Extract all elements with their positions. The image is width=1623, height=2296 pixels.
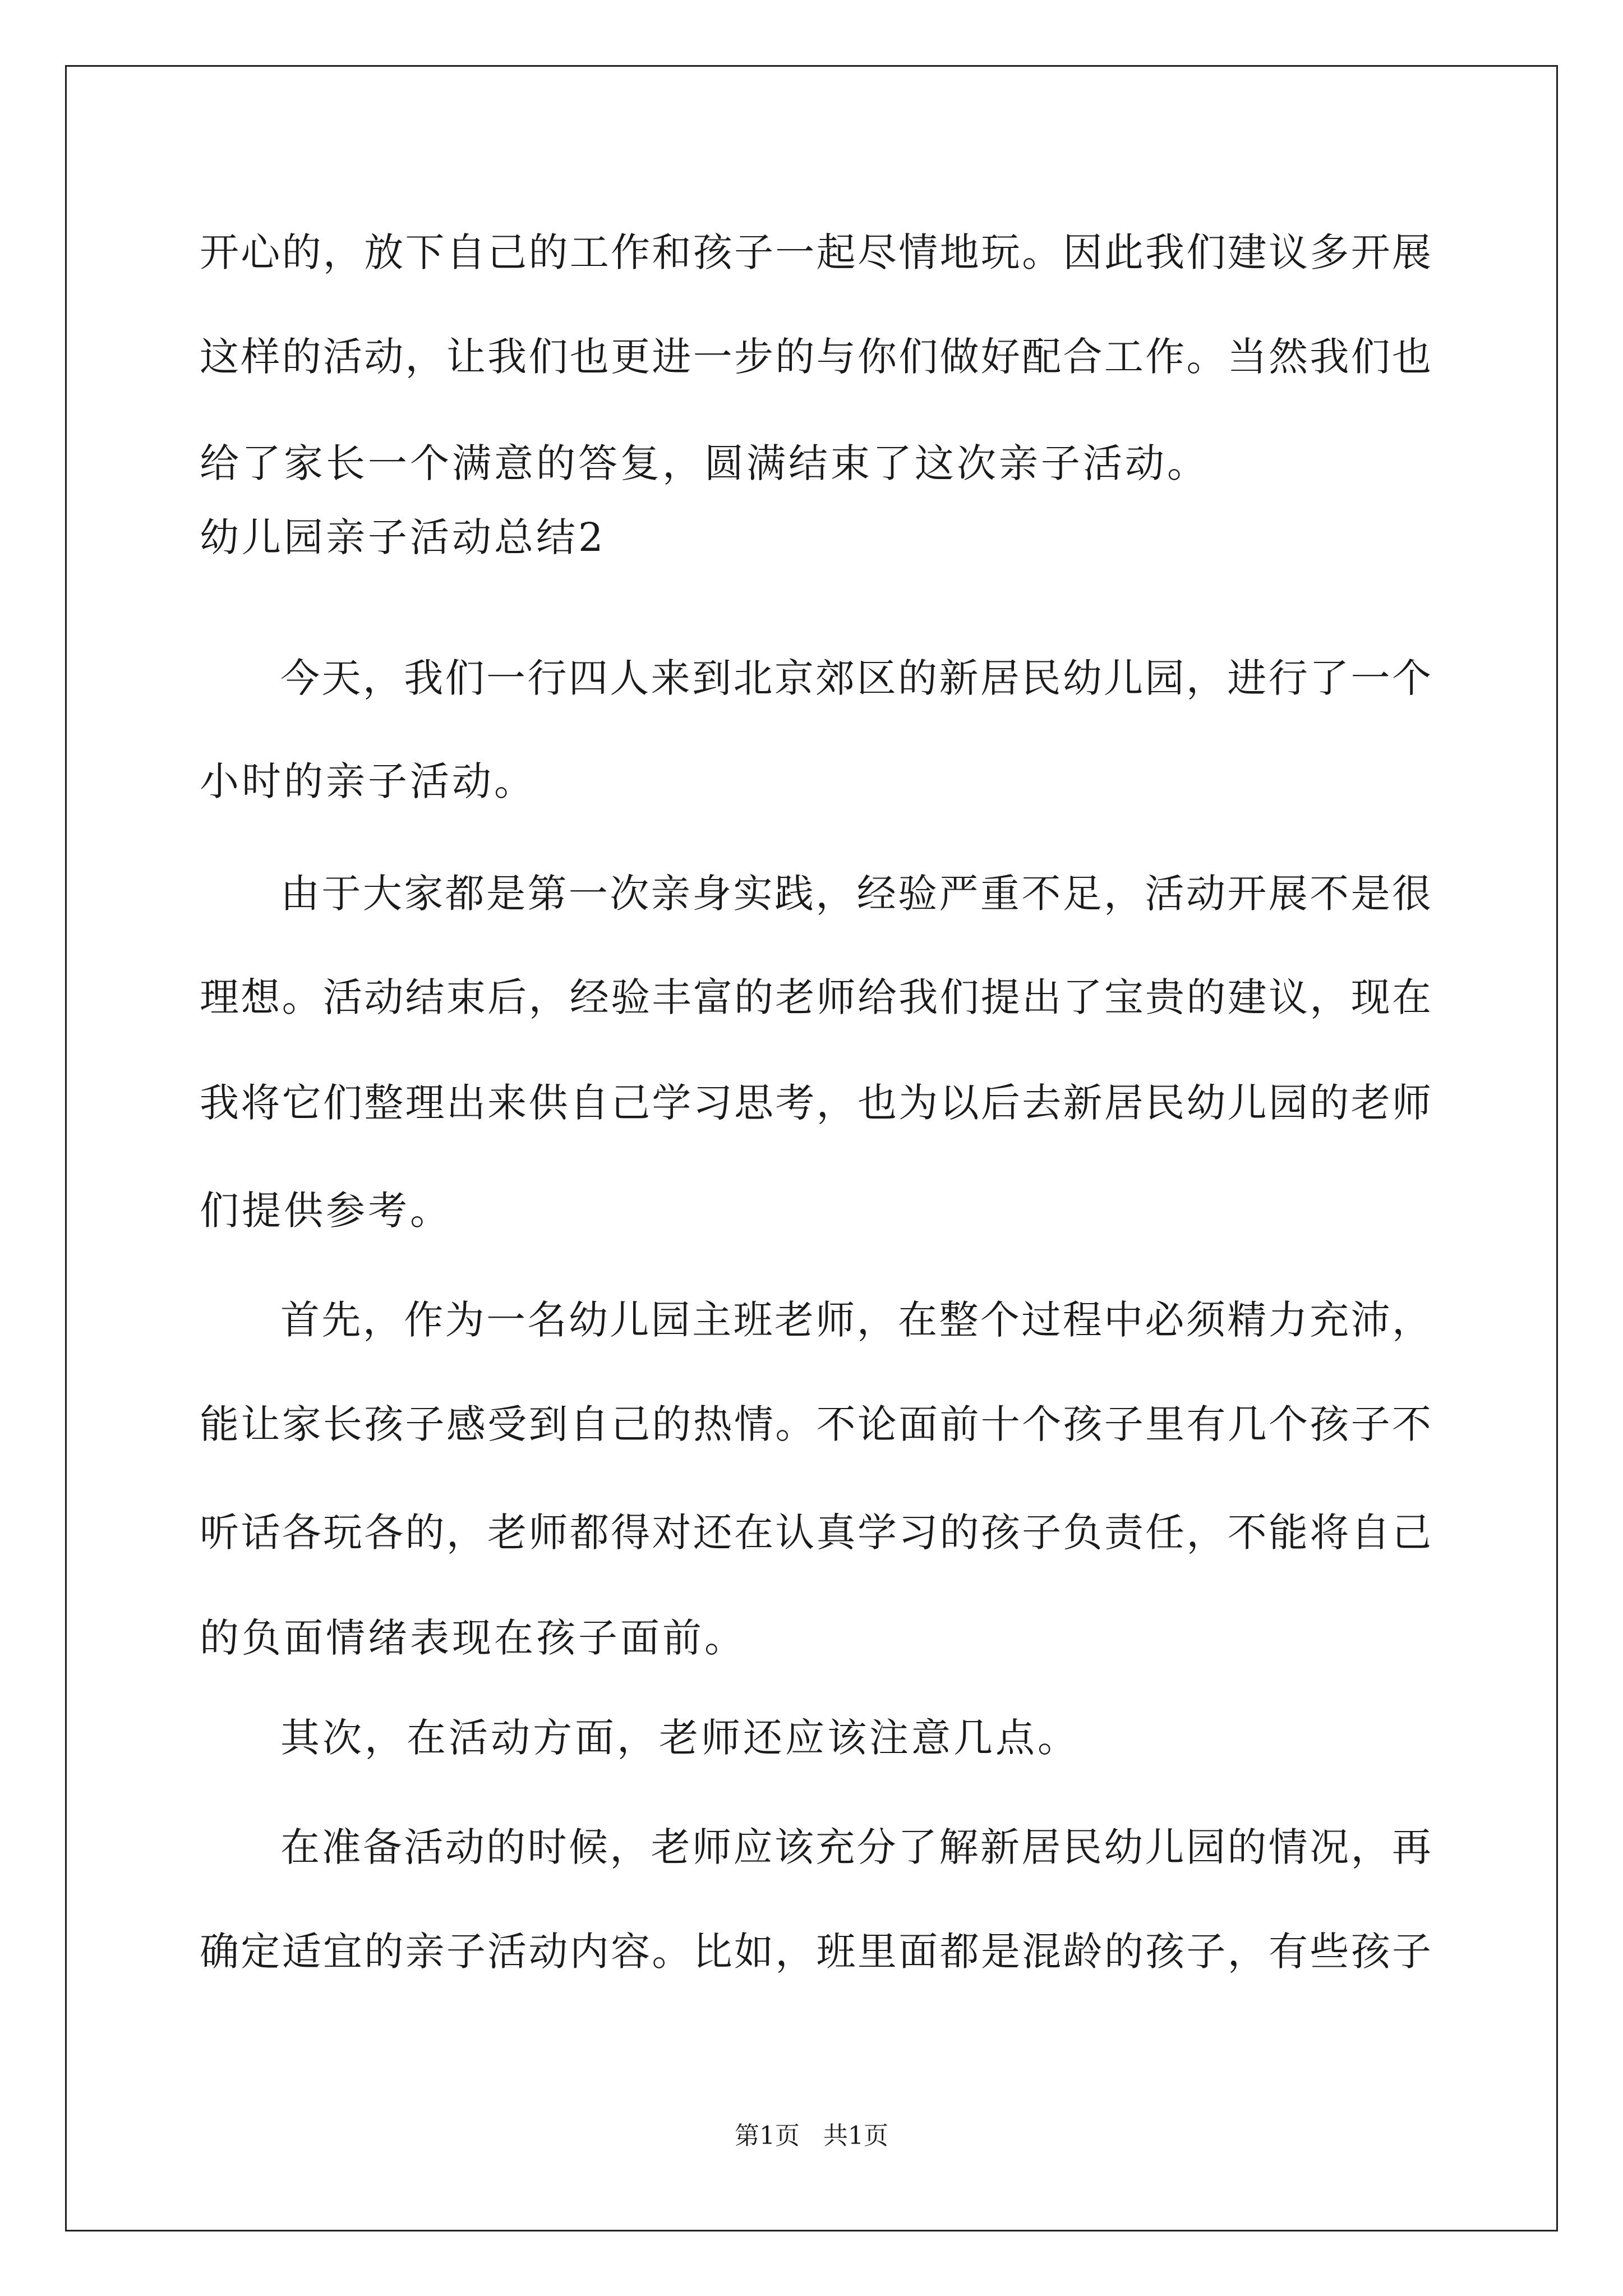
paragraph-line: 们提供参考。 — [200, 1188, 452, 1234]
paragraph-line: 其次，在活动方面，老师还应该注意几点。 — [280, 1715, 1080, 1761]
paragraph-line: 开心的，放下自己的工作和孩子一起尽情地玩。因此我们建议多开展 — [200, 229, 1431, 275]
paragraph-line: 确定适宜的亲子活动内容。比如，班里面都是混龄的孩子，有些孩子 — [200, 1929, 1431, 1975]
paragraph-line: 的负面情绪表现在孩子面前。 — [200, 1615, 746, 1661]
paragraph-line: 今天，我们一行四人来到北京郊区的新居民幼儿园，进行了一个 — [280, 655, 1431, 701]
paragraph-line: 听话各玩各的，老师都得对还在认真学习的孩子负责任，不能将自己 — [200, 1510, 1431, 1556]
section-heading: 幼儿园亲子活动总结2 — [200, 514, 606, 560]
paragraph-line: 理想。活动结束后，经验丰富的老师给我们提出了宝贵的建议，现在 — [200, 974, 1431, 1020]
paragraph-line: 首先，作为一名幼儿园主班老师，在整个过程中必须精力充沛， — [280, 1297, 1431, 1343]
paragraph-line: 给了家长一个满意的答复，圆满结束了这次亲子活动。 — [200, 440, 1209, 486]
paragraph-line: 这样的活动，让我们也更进一步的与你们做好配合工作。当然我们也 — [200, 334, 1431, 380]
paragraph-line: 我将它们整理出来供自己学习思考，也为以后去新居民幼儿园的老师 — [200, 1080, 1431, 1126]
paragraph-line: 小时的亲子活动。 — [200, 758, 536, 804]
page-footer: 第1页 共1页 — [735, 2122, 888, 2150]
paragraph-line: 能让家长孩子感受到自己的热情。不论面前十个孩子里有几个孩子不 — [200, 1401, 1431, 1447]
paragraph-line: 在准备活动的时候，老师应该充分了解新居民幼儿园的情况，再 — [280, 1824, 1431, 1870]
paragraph-line: 由于大家都是第一次亲身实践，经验严重不足，活动开展不是很 — [280, 871, 1431, 917]
page-border — [65, 65, 1558, 2231]
